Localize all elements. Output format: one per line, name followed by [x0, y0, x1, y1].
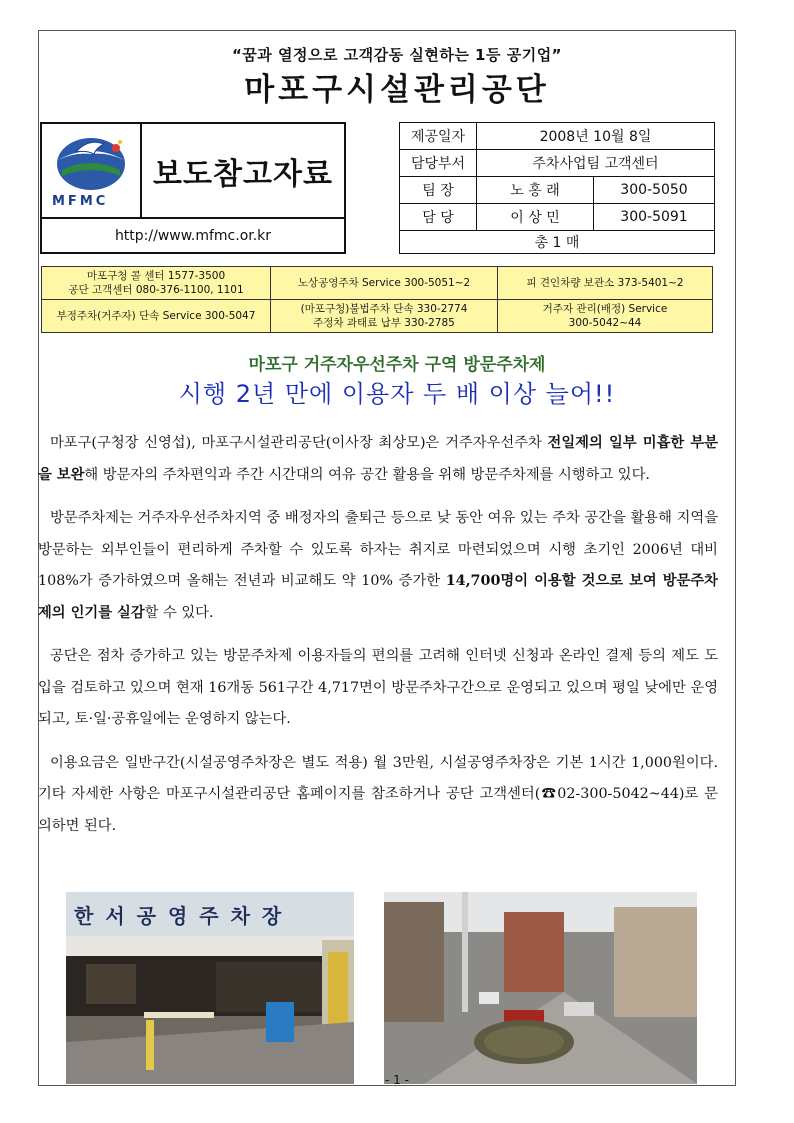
article-headline: 시행 2년 만에 이용자 두 배 이상 늘어!!: [178, 380, 616, 408]
website-link[interactable]: http://www.mfmc.or.kr: [114, 227, 272, 244]
parking-sign-text: 한서공영주차장: [74, 904, 294, 928]
article-body: [38, 428, 718, 854]
staff-label: 담 당: [400, 204, 477, 231]
date-label: 제공일자: [400, 123, 477, 150]
logo-cell: [42, 124, 142, 219]
contact-call-center: [42, 267, 271, 300]
date-value: 2008년 10월 8일: [477, 123, 715, 150]
contact-line: 주정차 과태료 납부 330-2785: [313, 317, 455, 329]
contact-street-parking: 노상공영주차 Service 300-5051~2: [271, 267, 498, 300]
contact-tow-yard: 피 견인차량 보관소 373-5401~2: [498, 267, 713, 300]
dept-value: 주차사업팀 고객센터: [477, 150, 715, 177]
lead-phone: 300-5050: [594, 177, 715, 204]
contact-enforcement: 부정주차(거주자) 단속 Service 300-5047: [42, 300, 271, 333]
staff-phone: 300-5091: [594, 204, 715, 231]
info-table: [399, 122, 715, 254]
dept-label: 담당부서: [400, 150, 477, 177]
contact-illegal-parking: [271, 300, 498, 333]
paragraph-1: 마포구(구청장 신영섭), 마포구시설관리공단(이사장 최상모)은 거주자우선주차 전일제의 일부 미흡한 부분을 보완해 방문자의 주차편익과 주간 시간대의 여유 공간 활용을 위해 방문주차제를 시행하고 있다.: [38, 435, 718, 483]
photo-parking-lot-entrance: [66, 892, 354, 1084]
contact-line: (마포구청)불법주차 단속 330-2774: [300, 303, 468, 315]
contact-line: 공단 고객센터 080-376-1100, 1101: [68, 284, 244, 296]
page-number: - 1 -: [385, 1073, 409, 1087]
org-title: 마포구시설관리공단: [244, 72, 550, 108]
paragraph-2: 방문주차제는 거주자우선주차지역 중 배정자의 출퇴근 등으로 낮 동안 여유 있는 주차 공간을 활용해 지역을 방문하는 외부인들이 편리하게 주차할 수 있도록 하자는 취지로 마련되었으며 시행 초기인 2006년 대비 108%가 증가하였으며 올해는 전년과 비교해도 약 10% 증가한 14,700명이 이용할 것으로 보여 방문주차제의 인기를 실감할 수 있다.: [38, 510, 718, 621]
lead-label: 팀 장: [400, 177, 477, 204]
contact-table: [41, 266, 713, 333]
slogan: “꿈과 열정으로 고객감동 실현하는 1등 공기업”: [231, 46, 563, 64]
staff-name: 이 상 민: [477, 204, 594, 231]
logo-box: [40, 122, 346, 254]
logo-text: MFMC: [52, 194, 109, 209]
contact-resident-mgmt: [498, 300, 713, 333]
page-count: 총 1 매: [400, 231, 715, 254]
article-subhead: 마포구 거주자우선주차 구역 방문주차제: [248, 355, 546, 375]
press-release-title: 보도참고자료: [142, 124, 344, 219]
paragraph-3: 공단은 점차 증가하고 있는 방문주차제 이용자들의 편의를 고려해 인터넷 신청과 온라인 결제 등의 제도 도입을 검토하고 있으며 현재 16개동 561구간 4,717면이 방문주차구간으로 운영되고 있으며 평일 낮에만 운영되고, 토·일·공휴일에는 운영하지 않는다.: [38, 648, 718, 727]
contact-line: 300-5042~44: [568, 317, 642, 329]
photo-residential-parking: [384, 892, 697, 1084]
lead-name: 노 홍 래: [477, 177, 594, 204]
mfmc-logo-icon: [48, 130, 134, 192]
contact-line: 마포구청 콜 센터 1577-3500: [86, 270, 226, 282]
contact-line: 거주자 관리(배정) Service: [542, 303, 668, 315]
paragraph-4: 이용요금은 일반구간(시설공영주차장은 별도 적용) 월 3만원, 시설공영주차장은 기본 1시간 1,000원이다. 기타 자세한 사항은 마포구시설관리공단 홈페이지를 참조하거나 공단 고객센터(☎02-300-5042~44)로 문의하면 된다.: [38, 754, 718, 834]
